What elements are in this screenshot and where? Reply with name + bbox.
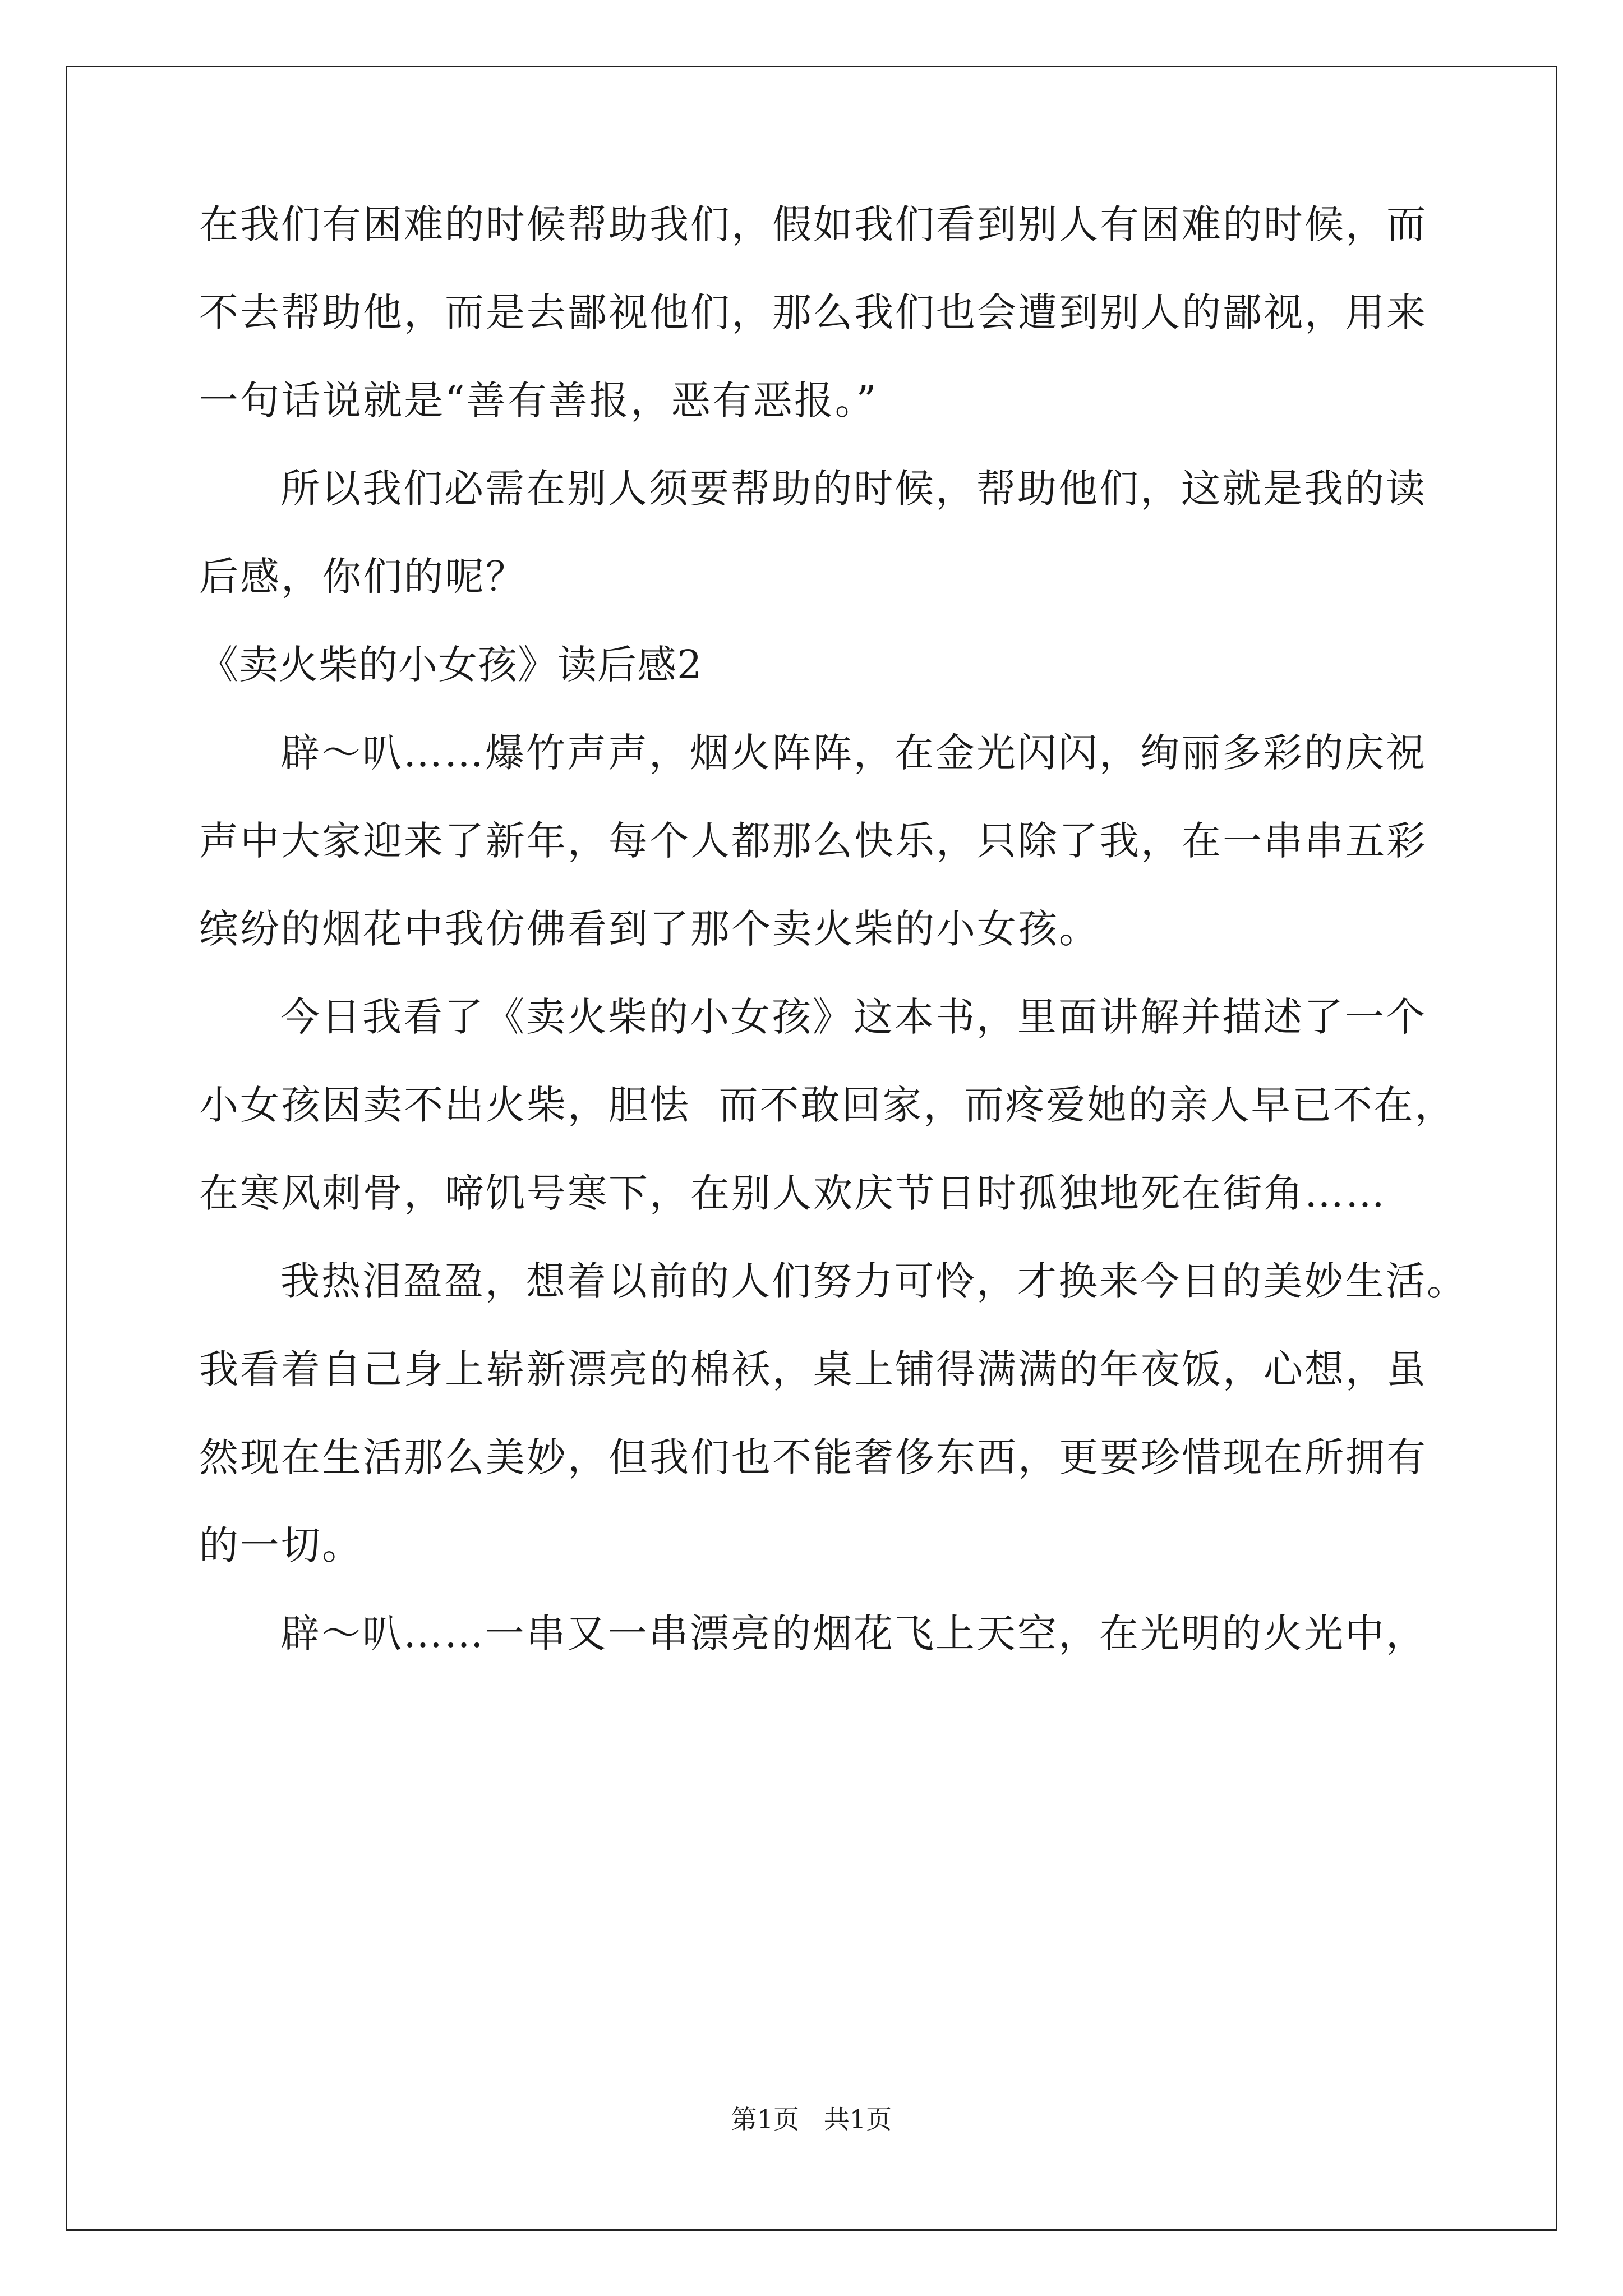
text-line-12: 在寒风刺骨，啼饥号寒下，在别人欢庆节日时孤独地死在街角……	[199, 1170, 1386, 1216]
text-line-1: 在我们有困难的时候帮助我们，假如我们看到别人有困难的时候，而	[199, 201, 1427, 247]
text-line-8: 声中大家迎来了新年，每个人都那么快乐，只除了我，在一串串五彩	[199, 818, 1427, 864]
text-line-9: 缤纷的烟花中我仿佛看到了那个卖火柴的小女孩。	[199, 906, 1100, 952]
text-line-3: 一句话说就是“善有善报，恶有恶报。”	[199, 378, 878, 424]
section-title: 《卖火柴的小女孩》读后感2	[199, 642, 703, 688]
text-line-17: 辟～叭……一串又一串漂亮的烟花飞上天空，在光明的火光中，	[280, 1611, 1427, 1657]
text-line-7: 辟～叭……爆竹声声，烟火阵阵，在金光闪闪，绚丽多彩的庆祝	[280, 730, 1427, 776]
text-line-10: 今日我看了《卖火柴的小女孩》这本书，里面讲解并描述了一个	[280, 994, 1427, 1040]
text-line-16: 的一切。	[199, 1522, 363, 1568]
document-body	[199, 201, 1468, 1699]
text-line-4: 所以我们必需在别人须要帮助的时候，帮助他们，这就是我的读	[280, 466, 1427, 512]
text-line-13: 我热泪盈盈，想着以前的人们努力可怜，才换来今日的美妙生活。	[280, 1258, 1468, 1304]
text-line-14: 我看着自己身上崭新漂亮的棉袄，桌上铺得满满的年夜饭，心想，虽	[199, 1346, 1427, 1392]
text-line-15: 然现在生活那么美妙，但我们也不能奢侈东西，更要珍惜现在所拥有	[199, 1434, 1427, 1480]
text-line-11: 小女孩因卖不出火柴，胆怯 而不敢回家，而疼爱她的亲人早已不在，	[199, 1082, 1456, 1128]
text-line-5: 后感，你们的呢？	[199, 554, 527, 600]
page-number-footer: 第1页 共1页	[731, 2104, 892, 2134]
text-line-2: 不去帮助他，而是去鄙视他们，那么我们也会遭到别人的鄙视，用来	[199, 289, 1427, 335]
